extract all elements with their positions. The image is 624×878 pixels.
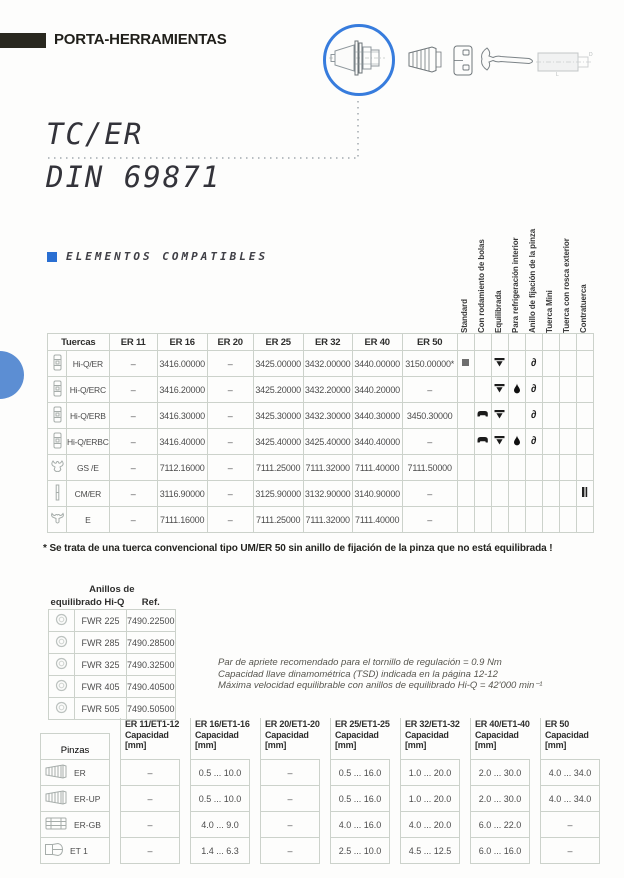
nut-ref-value: 3416.20000	[157, 377, 207, 403]
nuts-col-header-3: ER 20	[207, 334, 253, 351]
capacity-value: 4.0 ... 34.0	[540, 759, 600, 786]
capacity-value: 0.5 ... 16.0	[330, 785, 390, 812]
feature-label-1: Standard	[460, 299, 469, 333]
bearing-icon	[474, 403, 491, 429]
table-row	[48, 481, 594, 507]
feature-cell-empty	[525, 481, 542, 507]
collet-name-cell	[40, 811, 110, 838]
nut-ref-value: 3440.00000	[352, 351, 402, 377]
nut-cm-icon	[48, 481, 67, 507]
balancing-ring-icon	[49, 610, 75, 632]
nut-ref-value: 7111.32000	[303, 455, 352, 481]
collet-name: ET 1	[70, 845, 88, 856]
feature-label-5: Anillo de fijación de la pinza	[528, 228, 537, 333]
feature-label-6: Tuerca Mini	[545, 290, 554, 333]
capacity-value: –	[120, 785, 180, 812]
nut-ref-value: 3440.20000	[352, 377, 402, 403]
capacity-value: 0.5 ... 10.0	[190, 759, 250, 786]
nut-ref-value: 7111.32000	[303, 507, 352, 533]
nut-hiq-icon	[48, 429, 67, 455]
nut-ref-value: –	[402, 377, 457, 403]
collet-name-cell	[40, 759, 110, 786]
nut-ref-value: 7111.40000	[352, 507, 402, 533]
feature-col-header-6	[542, 334, 559, 351]
nut-ref-value: 3432.00000	[303, 351, 352, 377]
capacity-value: 4.5 ... 12.5	[400, 837, 460, 864]
product-standard: DIN 69871	[46, 160, 222, 194]
feature-cell-empty	[559, 507, 576, 533]
feature-cell-empty	[491, 455, 508, 481]
drop-icon	[508, 377, 525, 403]
toolholder-icon	[327, 29, 387, 87]
nut-ref-value: –	[109, 507, 157, 533]
balanced-icon	[491, 377, 508, 403]
table-row	[48, 507, 594, 533]
test-bar-icon	[536, 50, 594, 77]
feature-cell-empty	[576, 455, 593, 481]
feature-cell-empty	[474, 481, 491, 507]
nuts-col-header-4: ER 25	[253, 334, 303, 351]
table-row	[48, 429, 594, 455]
capacity-value: 4.0 ... 16.0	[330, 811, 390, 838]
collets-col-header-7: ER 50 Capacidad [mm]	[540, 718, 600, 760]
nut-ref-value: –	[109, 403, 157, 429]
standard-icon	[457, 351, 474, 377]
feature-cell-empty	[474, 455, 491, 481]
capacity-value: –	[120, 759, 180, 786]
nuts-col-header-5: ER 32	[303, 334, 352, 351]
ring-ref-value: 7490.32500	[127, 654, 176, 676]
nut-ref-value: –	[207, 455, 253, 481]
feature-cell-empty	[559, 351, 576, 377]
page-edge-marker	[0, 351, 24, 399]
capacity-value: 2.0 ... 30.0	[470, 759, 530, 786]
nut-name: CM/ER	[67, 481, 110, 507]
rings-header: equilibrado Hi-Q	[49, 596, 127, 610]
nut-name: Hi-Q/ER	[67, 351, 110, 377]
table-row	[48, 455, 594, 481]
nut-name: Hi-Q/ERB	[67, 403, 110, 429]
feature-cell-empty	[457, 403, 474, 429]
collet-gb-icon	[44, 816, 68, 833]
feature-cell-empty	[474, 377, 491, 403]
rings-ref-header: Ref.	[127, 596, 176, 610]
collet-icon	[44, 789, 68, 808]
collets-col-header-6: ER 40/ET1-40 Capacidad [mm]	[470, 718, 530, 760]
nut-ref-value: –	[207, 481, 253, 507]
collets-col-header-3: ER 20/ET1-20 Capacidad [mm]	[260, 718, 320, 760]
table-row	[49, 698, 176, 720]
ring-icon: ∂	[525, 377, 542, 403]
nut-ref-value: 7111.25000	[253, 455, 303, 481]
nut-ref-value: 3416.30000	[157, 403, 207, 429]
ring-ref-value: 7490.40500	[127, 676, 176, 698]
capacity-value: –	[540, 811, 600, 838]
nuts-name-header: Tuercas	[48, 334, 110, 351]
nut-ref-value: –	[402, 507, 457, 533]
capacity-value: 4.0 ... 9.0	[190, 811, 250, 838]
feature-cell-empty	[542, 507, 559, 533]
nut-ref-value: –	[207, 507, 253, 533]
capacity-value: 6.0 ... 16.0	[470, 837, 530, 864]
feature-cell-empty	[559, 455, 576, 481]
feature-cell-empty	[576, 377, 593, 403]
feature-cell-empty	[559, 429, 576, 455]
dotted-connector-vertical	[357, 101, 359, 158]
feature-label-7: Tuerca con rosca exterior	[562, 238, 571, 333]
collets-col-header-2: ER 16/ET1-16 Capacidad [mm]	[190, 718, 250, 760]
feature-col-header-4	[508, 334, 525, 351]
nut-ref-value: –	[207, 403, 253, 429]
nut-ref-value: 7111.25000	[253, 507, 303, 533]
feature-cell-empty	[576, 507, 593, 533]
nuts-table	[47, 333, 594, 533]
collet-name-cell	[40, 785, 110, 812]
nut-name: GS /E	[67, 455, 110, 481]
nut-ref-value: 3432.20000	[303, 377, 352, 403]
nut-gs-icon	[48, 455, 67, 481]
feature-cell-empty	[508, 351, 525, 377]
balanced-icon	[491, 351, 508, 377]
feature-cell-empty	[525, 455, 542, 481]
page-title: PORTA-HERRAMIENTAS	[54, 31, 227, 48]
feature-cell-empty	[474, 351, 491, 377]
collet-name: ER-GB	[74, 819, 101, 830]
nut-ref-value: 3116.90000	[157, 481, 207, 507]
nut-e-icon	[48, 507, 67, 533]
feature-cell-empty	[559, 481, 576, 507]
bearing-icon	[474, 429, 491, 455]
table-row	[49, 610, 176, 632]
table-row	[49, 632, 176, 654]
capacity-value: 1.4 ... 6.3	[190, 837, 250, 864]
product-title: TC/ER	[46, 117, 144, 151]
collets-name-header: Pinzas	[40, 733, 110, 760]
note-line-2: Capacidad llave dinamométrica (TSD) indicada en la página 12-12	[218, 668, 498, 680]
feature-cell-empty	[525, 507, 542, 533]
feature-cell-empty	[508, 455, 525, 481]
ring-icon: ∂	[525, 403, 542, 429]
nut-ref-value: –	[109, 455, 157, 481]
ring-ref-value: 7490.22500	[127, 610, 176, 632]
balancing-ring-icon	[49, 654, 75, 676]
feature-cell-empty	[457, 377, 474, 403]
nut-ref-value: –	[207, 377, 253, 403]
nut-ref-value: –	[402, 481, 457, 507]
nut-ref-value: –	[402, 429, 457, 455]
table-row	[48, 351, 594, 377]
capacity-value: –	[260, 759, 320, 786]
nut-ref-value: 7111.40000	[352, 455, 402, 481]
nut-ref-value: 3425.00000	[253, 351, 303, 377]
capacity-value: 2.0 ... 30.0	[470, 785, 530, 812]
section-label: ELEMENTOS COMPATIBLES	[66, 250, 269, 263]
note-line-1: Par de apriete recomendado para el tornillo de regulación = 0.9 Nm	[218, 657, 502, 668]
table-row	[49, 654, 176, 676]
nut-ref-value: 7111.16000	[157, 507, 207, 533]
collet-icon	[406, 44, 444, 75]
feature-cell-empty	[491, 507, 508, 533]
table-row	[40, 838, 604, 864]
balancing-ring-icon	[49, 676, 75, 698]
collet-name: ER-UP	[74, 793, 101, 804]
feature-cell-empty	[508, 507, 525, 533]
nut-ref-value: 3132.90000	[303, 481, 352, 507]
table-row	[48, 377, 594, 403]
ring-icon: ∂	[525, 429, 542, 455]
feature-label-4: Para refrigeración interior	[511, 237, 520, 333]
balanced-icon	[491, 429, 508, 455]
nut-ref-value: –	[109, 429, 157, 455]
nut-ref-value: –	[109, 481, 157, 507]
feature-col-header-5	[525, 334, 542, 351]
collets-col-header-1: ER 11/ET1-12 Capacidad [mm]	[120, 718, 180, 760]
nuts-col-header-6: ER 40	[352, 334, 402, 351]
nut-ref-value: 3140.90000	[352, 481, 402, 507]
svg-text:L: L	[556, 72, 559, 77]
rings-table	[48, 584, 176, 720]
note-line-3: Máxima velocidad equilibrable con anillos de equilibrado Hi-Q = 42'000 min⁻¹	[218, 680, 543, 691]
capacity-value: 2.5 ... 10.0	[330, 837, 390, 864]
capacity-value: 1.0 ... 20.0	[400, 759, 460, 786]
table-row	[49, 676, 176, 698]
feature-col-header-8	[576, 334, 593, 351]
feature-cell-empty	[542, 403, 559, 429]
balanced-icon	[491, 403, 508, 429]
collets-col-header-5: ER 32/ET1-32 Capacidad [mm]	[400, 718, 460, 760]
table-row	[48, 403, 594, 429]
ring-name: FWR 405	[75, 676, 127, 698]
ring-name: FWR 325	[75, 654, 127, 676]
feature-col-header-3	[491, 334, 508, 351]
svg-text:D: D	[589, 52, 593, 58]
collet-icon	[44, 763, 68, 782]
ring-name: FWR 505	[75, 698, 127, 720]
locknut-icon	[576, 481, 593, 507]
feature-col-header-1	[457, 334, 474, 351]
collet-name-cell	[40, 837, 110, 864]
feature-cell-empty	[576, 403, 593, 429]
feature-cell-empty	[457, 429, 474, 455]
rings-table-title: Anillos de	[89, 584, 135, 595]
collets-table-body	[40, 760, 604, 864]
nut-hiq-icon	[48, 377, 67, 403]
feature-cell-empty	[457, 455, 474, 481]
feature-label-8: Contratuerca	[579, 284, 588, 333]
feature-cell-empty	[576, 429, 593, 455]
capacity-value: –	[120, 811, 180, 838]
nut-ref-value: 3440.40000	[352, 429, 402, 455]
balancing-ring-icon	[49, 632, 75, 654]
capacity-value: 4.0 ... 34.0	[540, 785, 600, 812]
capacity-value: 0.5 ... 10.0	[190, 785, 250, 812]
capacity-value: –	[120, 837, 180, 864]
ring-icon: ∂	[525, 351, 542, 377]
nuts-col-header-1: ER 11	[109, 334, 157, 351]
feature-label-2: Con rodamiento de bolas	[477, 239, 486, 333]
nut-ref-value: –	[109, 377, 157, 403]
nut-ref-value: 3416.00000	[157, 351, 207, 377]
capacity-value: –	[260, 837, 320, 864]
feature-cell-empty	[559, 377, 576, 403]
nut-ref-value: 3425.40000	[303, 429, 352, 455]
capacity-value: –	[260, 785, 320, 812]
table-row	[40, 760, 604, 786]
nut-hiq-icon	[48, 351, 67, 377]
nut-ref-value: 3416.40000	[157, 429, 207, 455]
nut-hiq-icon	[48, 403, 67, 429]
nut-ref-value: 3425.40000	[253, 429, 303, 455]
feature-cell-empty	[457, 507, 474, 533]
nut-name: E	[67, 507, 110, 533]
ring-name: FWR 285	[75, 632, 127, 654]
clamping-nut-icon	[452, 44, 475, 77]
feature-cell-empty	[508, 403, 525, 429]
capacity-value: –	[260, 811, 320, 838]
table-footnote: * Se trata de una tuerca convencional tipo UM/ER 50 sin anillo de fijación de la pinza que no está equilibrada !	[43, 543, 553, 554]
feature-cell-empty	[508, 481, 525, 507]
nut-ref-value: –	[109, 351, 157, 377]
nut-ref-value: 3450.30000	[402, 403, 457, 429]
section-header	[47, 250, 268, 263]
feature-cell-empty	[542, 351, 559, 377]
nuts-table-body	[48, 351, 594, 533]
wrench-icon	[478, 46, 538, 74]
feature-cell-empty	[542, 377, 559, 403]
feature-cell-empty	[542, 481, 559, 507]
feature-cell-empty	[491, 481, 508, 507]
ring-ref-value: 7490.50500	[127, 698, 176, 720]
nut-ref-value: 3425.30000	[253, 403, 303, 429]
feature-label-3: Equilibrada	[494, 290, 503, 333]
ring-ref-value: 7490.28500	[127, 632, 176, 654]
nut-ref-value: 7111.50000	[402, 455, 457, 481]
feature-cell-empty	[559, 403, 576, 429]
capacity-value: 0.5 ... 16.0	[330, 759, 390, 786]
ring-name: FWR 225	[75, 610, 127, 632]
nut-ref-value: 3150.00000*	[402, 351, 457, 377]
nuts-col-header-2: ER 16	[157, 334, 207, 351]
feature-cell-empty	[474, 507, 491, 533]
nut-ref-value: 3125.90000	[253, 481, 303, 507]
feature-cell-empty	[576, 351, 593, 377]
collet-et-icon	[44, 842, 64, 859]
drop-icon	[508, 429, 525, 455]
table-row	[40, 812, 604, 838]
collets-table-header	[40, 718, 604, 760]
collet-name: ER	[74, 767, 86, 778]
capacity-value: 6.0 ... 22.0	[470, 811, 530, 838]
header-accent-bar	[0, 33, 46, 48]
collets-table	[40, 718, 604, 864]
nut-ref-value: 3432.30000	[303, 403, 352, 429]
feature-cell-empty	[542, 429, 559, 455]
table-row	[40, 786, 604, 812]
capacity-value: –	[540, 837, 600, 864]
technical-notes	[218, 657, 542, 692]
balancing-ring-icon	[49, 698, 75, 720]
feature-col-header-2	[474, 334, 491, 351]
feature-cell-empty	[542, 455, 559, 481]
feature-cell-empty	[457, 481, 474, 507]
nut-name: Hi-Q/ERC	[67, 377, 110, 403]
dotted-connector-horizontal	[48, 157, 360, 159]
feature-col-header-7	[559, 334, 576, 351]
nut-ref-value: –	[207, 351, 253, 377]
collets-col-header-4: ER 25/ET1-25 Capacidad [mm]	[330, 718, 390, 760]
nut-ref-value: 7112.16000	[157, 455, 207, 481]
nut-ref-value: 3440.30000	[352, 403, 402, 429]
nuts-col-header-7: ER 50	[402, 334, 457, 351]
nut-ref-value: 3425.20000	[253, 377, 303, 403]
rings-table-body	[49, 610, 176, 720]
nut-name: Hi-Q/ERBC	[67, 429, 110, 455]
nut-ref-value: –	[207, 429, 253, 455]
section-bullet-icon	[47, 252, 57, 262]
capacity-value: 1.0 ... 20.0	[400, 785, 460, 812]
capacity-value: 4.0 ... 20.0	[400, 811, 460, 838]
